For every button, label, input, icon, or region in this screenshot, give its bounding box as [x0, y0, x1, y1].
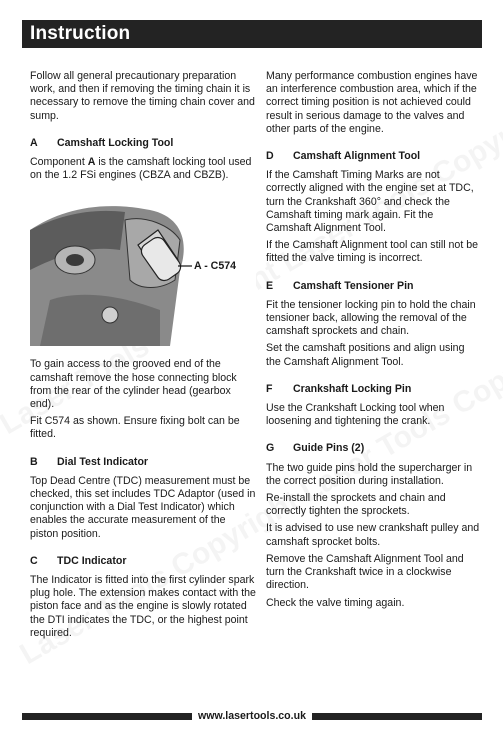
section-letter: E	[266, 279, 274, 292]
header-bar	[22, 20, 482, 48]
section-b-heading	[30, 456, 256, 469]
section-g-text: Remove the Camshaft Alignment Tool and turn the Crankshaft twice in a clockwise direction.	[266, 552, 464, 592]
page-title: Instruction	[30, 23, 131, 44]
footer-rule-left	[22, 713, 192, 720]
section-g-text: Re-install the sprockets and chain and correctly tighten the sprockets.	[266, 492, 446, 518]
section-title: Camshaft Locking Tool	[57, 136, 174, 149]
section-letter: C	[30, 554, 38, 567]
section-title: Dial Test Indicator	[57, 455, 149, 468]
section-f-text: Use the Crankshaft Locking tool when loosening and tightening the crank.	[266, 402, 445, 428]
left-column	[30, 70, 256, 644]
section-d-heading	[266, 150, 480, 163]
section-a-text: Fit C574 as shown. Ensure fixing bolt can be fitted.	[30, 415, 240, 441]
section-title: Camshaft Tensioner Pin	[293, 279, 414, 292]
section-title: Camshaft Alignment Tool	[293, 150, 421, 163]
intro-paragraph: Many performance combustion engines have an interference combustion area, which if the correct timing position is not achieved could result in serious damage to the valves and other parts of the engine.	[266, 70, 478, 135]
section-b-text: Top Dead Centre (TDC) measurement must be checked, this set includes TDC Adaptor (used in conjunction with a Dial Test Indicator) which enables the accurate measurement of the piston position.	[30, 474, 256, 540]
section-g-text: The two guide pins hold the supercharger in the correct position during installation.	[266, 461, 473, 487]
callout-label: A - C574	[194, 260, 236, 273]
intro-paragraph: Follow all general precautionary preparation work, and then if removing the timing chain it is necessary to remove the timing chain cover and sump.	[30, 70, 255, 122]
section-a-heading	[30, 137, 256, 150]
section-title: TDC Indicator	[57, 554, 127, 567]
section-a-text: To gain access to the grooved end of the camshaft remove the hose connecting block from the rear of the cylinder head (gearbox end).	[30, 358, 237, 411]
section-c-heading	[30, 555, 256, 568]
section-a-text: Component A is the camshaft locking tool used on the 1.2 FSi engines (CBZA and CBZB).	[30, 156, 252, 182]
section-letter: B	[30, 455, 38, 468]
footer-website-link[interactable]: www.lasertools.co.uk	[198, 710, 306, 722]
section-c-text: The Indicator is fitted into the first cylinder spark plug hole. The extension makes contact with the piston face and as the engine is slowly rotated the DTI indicates the TDC, or the highest point required.	[30, 574, 256, 639]
section-f-heading	[266, 383, 480, 396]
section-g-text: It is advised to use new crankshaft pulley and camshaft sprocket bolts.	[266, 522, 480, 548]
section-letter: G	[266, 442, 275, 455]
section-e-text: Set the camshaft positions and align using the Camshaft Alignment Tool.	[266, 342, 465, 368]
section-title: Crankshaft Locking Pin	[293, 382, 412, 395]
section-letter: F	[266, 382, 273, 395]
footer-rule-right	[312, 713, 482, 720]
section-d-text: If the Camshaft Alignment tool can still not be fitted the valve timing is incorrect.	[266, 239, 478, 265]
camshaft-locking-tool-photo	[30, 190, 256, 346]
section-letter: A	[30, 136, 38, 149]
section-e-text: Fit the tensioner locking pin to hold the chain tensioner back, allowing the removal of the camshaft sprockets and chain.	[266, 298, 476, 338]
section-g-heading	[266, 442, 480, 455]
section-title: Guide Pins (2)	[293, 442, 365, 455]
right-column	[266, 70, 480, 614]
section-d-text: If the Camshaft Timing Marks are not correctly aligned with the engine set at TDC, turn the Crankshaft 360° and check the Camshaft timing mark again. Fit the Camshaft Alignment Tool.	[266, 169, 474, 235]
section-e-heading	[266, 280, 480, 293]
section-letter: D	[266, 150, 274, 163]
section-g-text: Check the valve timing again.	[266, 596, 405, 609]
